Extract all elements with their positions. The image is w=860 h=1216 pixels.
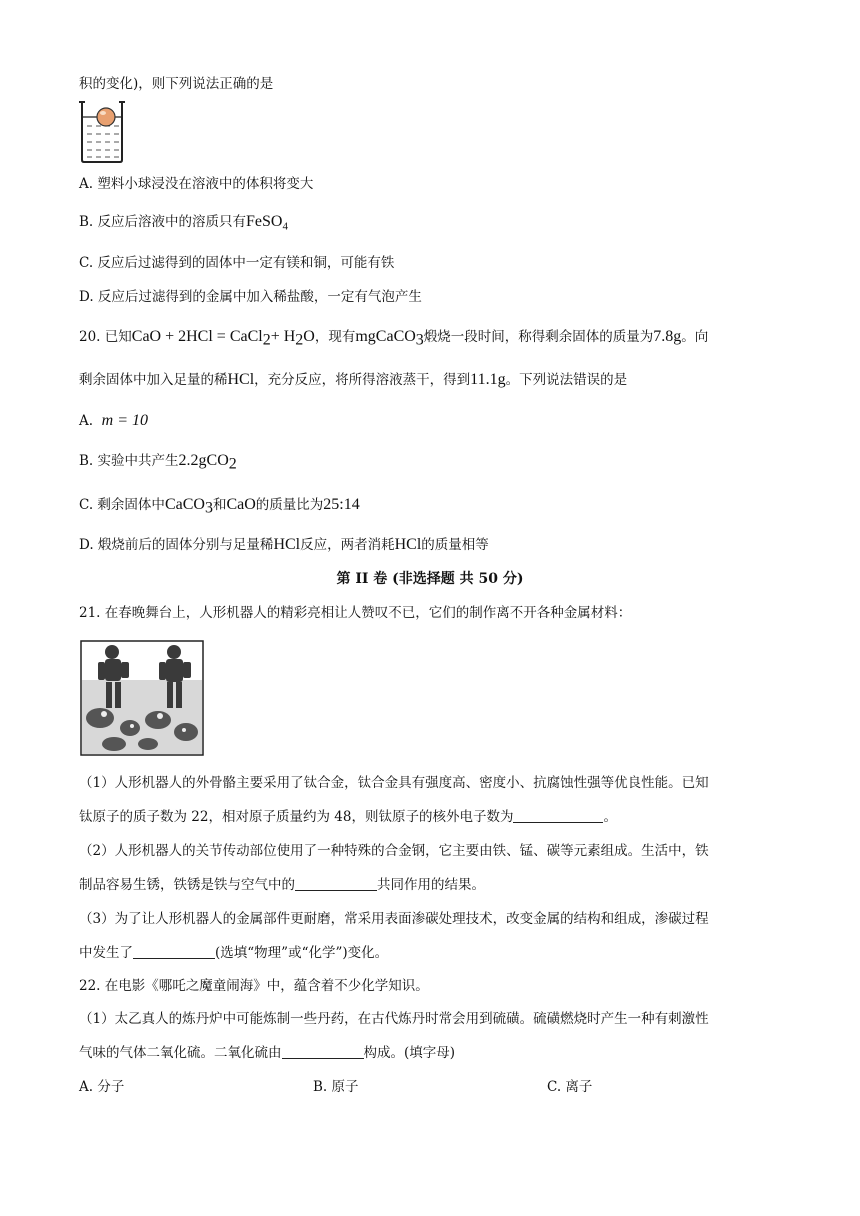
plastic-ball (97, 108, 115, 126)
q19-option-a: A. 塑料小球浸没在溶液中的体积将变大 (79, 176, 314, 192)
q21-part2-line1: （2）人形机器人的关节传动部位使用了一种特殊的合金钢，它主要由铁、锰、碳等元素组成。生活中，铁 (79, 843, 709, 859)
q19-option-d: D. 反应后过滤得到的金属中加入稀盐酸，一定有气泡产生 (79, 289, 422, 305)
q20-option-d: D. 煅烧前后的固体分别与足量稀HCl反应，两者消耗HCl的质量相等 (79, 536, 489, 553)
q19-stem-tail: 积的变化)，则下列说法正确的是 (79, 76, 274, 92)
q20-option-b: B. 实验中共产生2.2gCO$_2$ (79, 452, 237, 473)
q20-option-c: C. 剩余固体中CaCO$_3$和CaO的质量比为25:14 (79, 496, 360, 517)
q21-part3-line2: 中发生了 (选填“物理”或“化学”)变化。 (79, 945, 389, 961)
q21-stem: 21. 在春晚舞台上，人形机器人的精彩亮相让人赞叹不已，它们的制作离不开各种金属材料： (79, 605, 632, 621)
q20-option-a: A. m = 10 (79, 412, 148, 429)
q21-part2-line2: 制品容易生锈，铁锈是铁与空气中的 共同作用的结果。 (79, 877, 485, 893)
answer-blank-2[interactable] (295, 876, 377, 891)
answer-blank-4[interactable] (282, 1044, 364, 1059)
q20-stem-line2: 剩余固体中加入足量的稀HCl，充分反应，将所得溶液蒸干，得到11.1g。下列说法错误的是 (79, 371, 628, 388)
q19-option-b: B. 反应后溶液中的溶质只有FeSO$_4$ (79, 213, 288, 233)
q22-stem: 22. 在电影《哪吒之魔童闹海》中，蕴含着不少化学知识。 (79, 978, 429, 994)
answer-blank-3[interactable] (133, 944, 215, 959)
q22-option-b: B. 原子 (313, 1079, 359, 1095)
q21-part1-line2: 钛原子的质子数为 22，相对原子质量约为 48，则钛原子的核外电子数为 。 (79, 809, 617, 825)
answer-blank-1[interactable] (513, 808, 603, 823)
q22-option-a: A. 分子 (79, 1079, 125, 1095)
q21-part3-line1: （3）为了让人形机器人的金属部件更耐磨，常采用表面渗碳处理技术，改变金属的结构和组成，渗碳过程 (79, 911, 709, 927)
q19-option-c: C. 反应后过滤得到的固体中一定有镁和铜，可能有铁 (79, 255, 395, 271)
section-title: 第 II 卷 (非选择题 共 50 分) (336, 571, 524, 587)
robots-photo (80, 640, 204, 756)
q21-part1-line1: （1）人形机器人的外骨骼主要采用了钛合金，钛合金具有强度高、密度小、抗腐蚀性强等优良性能。已知 (79, 775, 709, 791)
q22-part1-line1: （1）太乙真人的炼丹炉中可能炼制一些丹药，在古代炼丹时常会用到硫磺。硫磺燃烧时产生一种有刺激性 (79, 1011, 709, 1027)
beaker-illustration (79, 100, 125, 164)
q22-part1-line2: 气味的气体二氧化硫。二氧化硫由 构成。(填字母) (79, 1045, 456, 1061)
q22-option-c: C. 离子 (547, 1079, 593, 1095)
q20-stem-line1: 20. 已知CaO + 2HCl = CaCl$_2$+ $H_2O$，现有mgCaCO$_3$煅烧一段时间，称得剩余固体的质量为7.8g。向 (79, 328, 709, 349)
